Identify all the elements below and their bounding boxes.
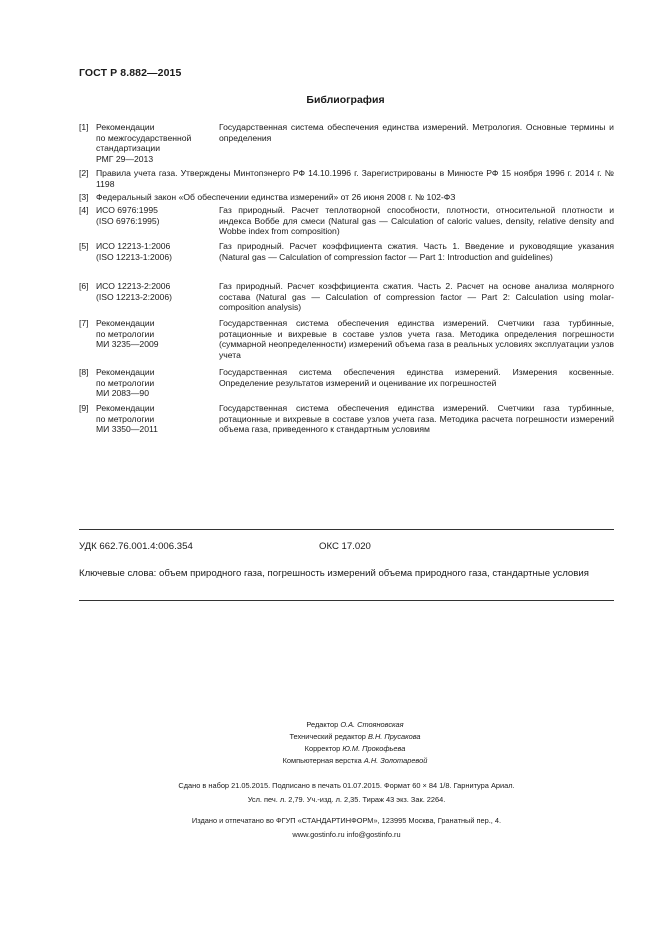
entry-number: [5] [79, 241, 89, 251]
designation-line: по метрологии [96, 328, 155, 339]
entry-title: Газ природный. Расчет коэффициента сжатия. Часть 2. Расчет на основе анализа молярного состава (Natural gas — Calculation of compression factor — Part 2: Calculation using molar-composition analysis) [219, 281, 614, 313]
entry-title: Газ природный. Расчет теплотворной способности, плотности, относительной плотности и индекса Воббе для смеси (Natural gas — Calculation of caloric values, density, relative density and Wobbe index from composition) [219, 205, 614, 237]
designation-line: Рекомендации [96, 367, 155, 377]
imprint-line-4: www.gostinfo.ru info@gostinfo.ru [292, 830, 401, 839]
entry-number: [6] [79, 281, 89, 291]
entry-title: Газ природный. Расчет коэффициента сжатия. Часть 1. Введение и руководящие указания (Natural gas — Calculation of compression factor — Part 1: Introduction and guidelines) [219, 241, 614, 262]
designation-line: Рекомендации [96, 403, 155, 413]
entry-number: [8] [79, 367, 89, 377]
entry-text: Правила учета газа. Утверждены Минтопэнерго РФ 14.10.1996 г. Зарегистрированы в Минюсте РФ 15 ноября 1996 г. 2014 г. № 1198 [96, 168, 614, 189]
designation-line: Рекомендации [96, 122, 155, 132]
designation-line: по метрологии [96, 377, 155, 388]
divider-bottom [79, 600, 614, 601]
entry-designation [96, 318, 211, 350]
imprint-line-3: Издано и отпечатано во ФГУП «СТАНДАРТИНФОРМ», 123995 Москва, Гранатный пер., 4. [191, 816, 502, 825]
entry-number: [9] [79, 403, 89, 413]
designation-line: Рекомендации [96, 318, 155, 328]
credit-tech-editor: Технический редактор В.Н. Прусакова [289, 732, 421, 741]
document-code: ГОСТ Р 8.882—2015 [79, 67, 182, 79]
entry-designation [96, 281, 211, 302]
entry-text: Федеральный закон «Об обеспечении единства измерений» от 26 июня 2008 г. № 102-ФЗ [96, 192, 456, 202]
udk-code: УДК 662.76.001.4:006.354 [79, 541, 193, 552]
entry-designation [96, 122, 211, 164]
designation-line: РМГ 29—2013 [96, 153, 154, 164]
credits-block [230, 719, 480, 767]
entry-title: Государственная система обеспечения единства измерений. Метрология. Основные термины и определения [219, 122, 614, 143]
designation-line: по межгосударственной [96, 132, 192, 143]
designation-line: МИ 3235—2009 [96, 339, 159, 350]
entry-designation [96, 367, 211, 399]
entry-number: [2] [79, 168, 89, 178]
designation-line: МИ 2083—90 [96, 388, 149, 399]
designation-line: по метрологии [96, 413, 155, 424]
designation-line: стандартизации [96, 143, 161, 154]
entry-title: Государственная система обеспечения единства измерений. Измерения косвенные. Определение результатов измерений и оценивание их погрешностей [219, 367, 614, 388]
entry-designation [96, 205, 211, 226]
entry-number: [7] [79, 318, 89, 328]
entry-number: [1] [79, 122, 89, 132]
oks-code: ОКС 17.020 [319, 541, 371, 552]
entry-title: Государственная система обеспечения единства измерений. Счетчики газа турбинные, ротационные и вихревые в составе узлов учета газа. Методика определения погрешности (суммарной неопределенности) измерений объема газа в реальных условиях эксплуатации узлов учета [219, 318, 614, 360]
divider-top [79, 529, 614, 530]
designation-line: МИ 3350—2011 [96, 424, 158, 435]
imprint-line-1: Сдано в набор 21.05.2015. Подписано в печать 01.07.2015. Формат 60 × 84 1/8. Гарнитура Ариал. [178, 781, 515, 790]
entry-number: [3] [79, 192, 89, 202]
entry-designation [96, 403, 211, 435]
credit-layout: Компьютерная верстка А.Н. Золотаревой [282, 756, 428, 765]
designation-line: ИСО 12213-1:2006 [96, 241, 171, 251]
entry-title: Государственная система обеспечения единства измерений. Счетчики газа турбинные, ротационные и вихревые в составе узлов учета газа. Методика расчета погрешности измерений объема газа, приведенного к стандартным условиям [219, 403, 614, 435]
designation-line: (ISO 12213-2:2006) [96, 291, 172, 302]
credit-proofreader: Корректор Ю.М. Прокофьева [304, 744, 406, 753]
keywords: Ключевые слова: объем природного газа, погрешность измерений объема природного газа, стандартные условия [79, 568, 589, 579]
entry-number: [4] [79, 205, 89, 215]
credit-editor: Редактор О.А. Стояновская [306, 720, 404, 729]
designation-line: ИСО 12213-2:2006 [96, 281, 171, 291]
designation-line: (ISO 6976:1995) [96, 215, 160, 226]
imprint-line-2: Усл. печ. л. 2,79. Уч.-изд. л. 2,35. Тираж 43 экз. Зак. 2264. [247, 795, 446, 804]
designation-line: (ISO 12213-1:2006) [96, 251, 172, 262]
entry-designation [96, 241, 211, 262]
designation-line: ИСО 6976:1995 [96, 205, 158, 215]
bibliography-title: Библиография [306, 94, 385, 106]
